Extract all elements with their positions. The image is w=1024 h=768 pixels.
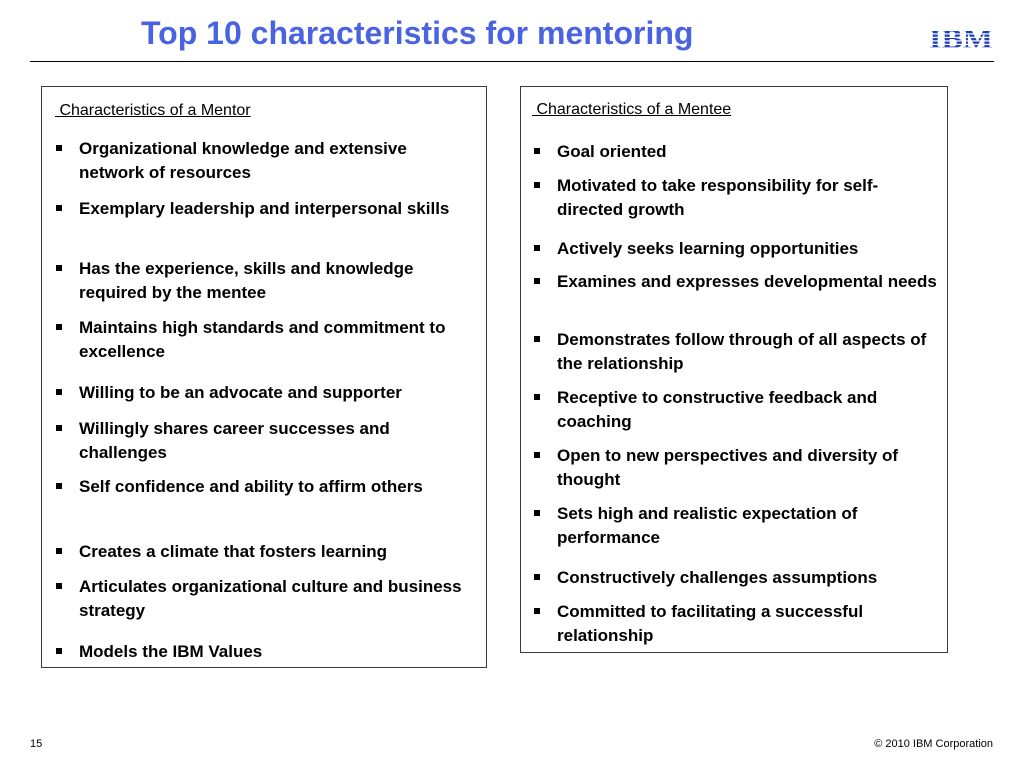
bullet-icon <box>534 182 540 188</box>
page-number: 15 <box>30 738 43 750</box>
mentor-item-text: Models the IBM Values <box>79 642 263 661</box>
bullet-icon <box>56 483 62 489</box>
mentee-item-text: Demonstrates follow through of all aspects of the relationship <box>557 330 927 373</box>
ibm-logo-text: IBM <box>929 24 993 52</box>
slide-title: Top 10 characteristics for mentoring <box>141 15 694 51</box>
mentee-list-item <box>532 174 937 222</box>
mentor-item-text: Has the experience, skills and knowledge required by the mentee <box>79 259 414 302</box>
mentor-item-text: Organizational knowledge and extensive network of resources <box>79 139 407 182</box>
mentee-list-item <box>532 600 937 648</box>
mentee-item-text: Open to new perspectives and diversity of thought <box>557 446 899 489</box>
mentee-list-item <box>532 328 937 376</box>
mentor-item-text: Willing to be an advocate and supporter <box>79 383 402 402</box>
bullet-icon <box>56 389 62 395</box>
bullet-icon <box>534 608 540 614</box>
mentor-box-heading: Characteristics of a Mentor <box>55 102 251 119</box>
mentee-list-item <box>532 140 937 164</box>
mentee-item-text: Sets high and realistic expectation of performance <box>557 504 858 547</box>
mentee-list-item <box>532 237 937 261</box>
mentee-item-text: Examines and expresses developmental needs <box>557 272 937 291</box>
bullet-icon <box>56 265 62 271</box>
bullet-icon <box>56 425 62 431</box>
mentee-item-text: Goal oriented <box>557 142 667 161</box>
bullet-icon <box>56 205 62 211</box>
mentor-list-item <box>54 381 474 405</box>
mentee-list-item <box>532 502 937 550</box>
mentee-box-heading: Characteristics of a Mentee <box>532 101 732 118</box>
mentee-item-text: Motivated to take responsibility for self-directed growth <box>557 176 879 219</box>
bullet-icon <box>534 574 540 580</box>
bullet-icon <box>534 278 540 284</box>
bullet-icon <box>56 548 62 554</box>
mentor-list-item <box>54 540 474 564</box>
bullet-icon <box>534 394 540 400</box>
bullet-icon <box>56 583 62 589</box>
ibm-logo <box>928 24 994 52</box>
mentor-item-text: Creates a climate that fosters learning <box>79 542 388 561</box>
mentor-item-text: Exemplary leadership and interpersonal skills <box>79 199 450 218</box>
bullet-icon <box>534 452 540 458</box>
mentor-list-item <box>54 417 474 465</box>
title-divider <box>30 61 994 62</box>
bullet-icon <box>56 145 62 151</box>
mentee-item-text: Receptive to constructive feedback and coaching <box>557 388 878 431</box>
mentor-characteristics-box <box>41 86 487 668</box>
mentor-item-text: Willingly shares career successes and challenges <box>79 419 390 462</box>
bullet-icon <box>534 510 540 516</box>
mentor-item-text: Maintains high standards and commitment to excellence <box>79 318 446 361</box>
mentee-item-text: Constructively challenges assumptions <box>557 568 878 587</box>
mentor-item-text: Articulates organizational culture and business strategy <box>79 577 462 620</box>
mentee-item-text: Actively seeks learning opportunities <box>557 239 859 258</box>
mentor-list-item <box>54 316 474 364</box>
bullet-icon <box>534 245 540 251</box>
mentee-list-item <box>532 270 937 294</box>
mentor-list-item <box>54 475 474 499</box>
mentor-list-item <box>54 197 474 221</box>
mentor-list-item <box>54 137 474 185</box>
mentor-item-text: Self confidence and ability to affirm others <box>79 477 423 496</box>
copyright-notice: © 2010 IBM Corporation <box>874 738 993 750</box>
bullet-icon <box>534 148 540 154</box>
mentor-list-item <box>54 575 474 623</box>
bullet-icon <box>56 324 62 330</box>
mentor-list-item <box>54 257 474 305</box>
mentee-item-text: Committed to facilitating a successful relationship <box>557 602 864 645</box>
mentee-list-item <box>532 444 937 492</box>
mentee-list-item <box>532 386 937 434</box>
mentee-list-item <box>532 566 937 590</box>
mentee-characteristics-box <box>520 86 948 653</box>
mentor-list-item <box>54 640 474 664</box>
bullet-icon <box>56 648 62 654</box>
bullet-icon <box>534 336 540 342</box>
